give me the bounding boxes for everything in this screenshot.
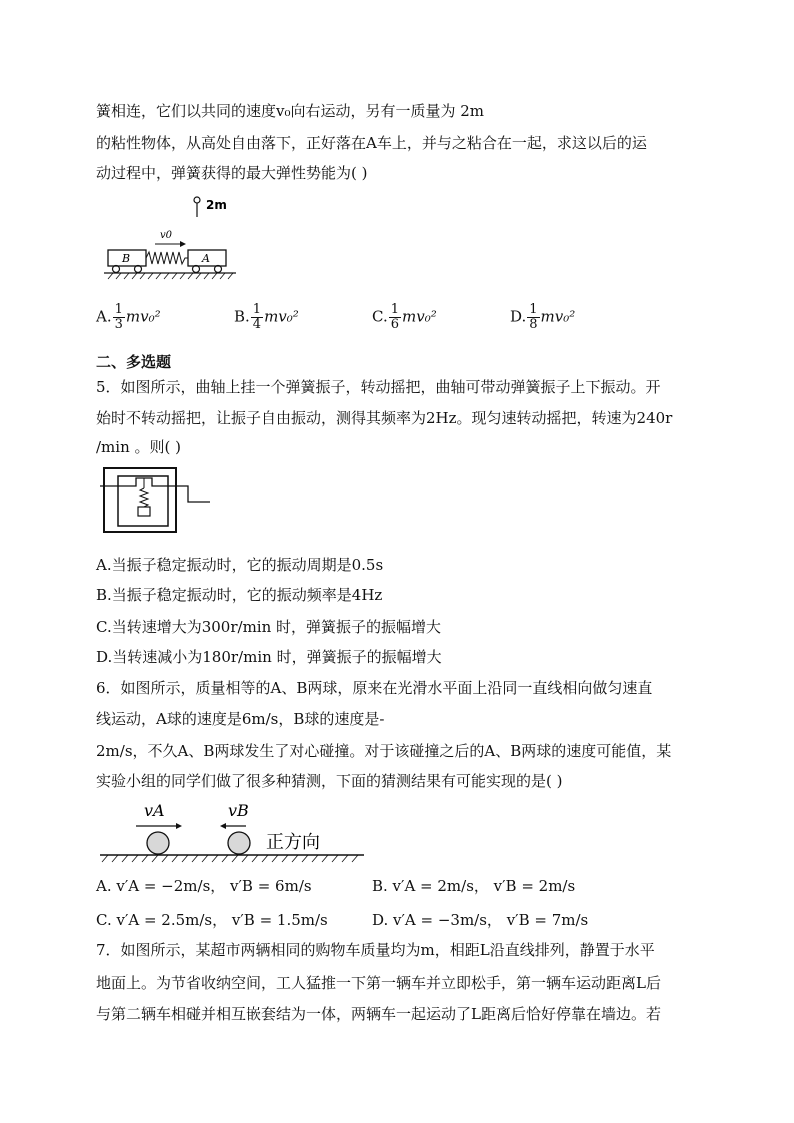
mass-label: 2m	[206, 198, 227, 212]
cart-a-label: A	[202, 252, 210, 265]
q4-line-3: 动过程中，弹簧获得的最大弹性势能为( )	[96, 164, 368, 182]
section-heading-multi-choice: 二、多选题	[96, 353, 172, 371]
q6-option-a[interactable]: A. v′A = −2m/s， v′B = 6m/s	[96, 877, 312, 895]
q6-option-c[interactable]: C. v′A = 2.5m/s， v′B = 1.5m/s	[96, 911, 328, 929]
q5-option-a[interactable]: A.当振子稳定振动时，它的振动周期是0.5s	[96, 556, 384, 574]
q4-option-c[interactable]: C. $\frac{1}{6}$ mv₀²	[372, 302, 437, 332]
va-label: vA	[144, 801, 165, 820]
q4-option-d[interactable]: D. $\frac{1}{8}$ mv₀²	[510, 302, 576, 332]
q5-option-b[interactable]: B.当振子稳定振动时，它的振动频率是4Hz	[96, 586, 383, 604]
q6-option-d[interactable]: D. v′A = −3m/s， v′B = 7m/s	[372, 911, 589, 929]
q6-balls-figure	[98, 800, 368, 866]
q7-line-3: 与第二辆车相碰并相互嵌套结为一体，两辆车一起运动了L距离后恰好停靠在墙边。若	[96, 1005, 661, 1023]
q6-line-2: 线运动，A球的速度是6m/s，B球的速度是-	[96, 710, 385, 728]
q5-option-d[interactable]: D.当转速减小为180r/min 时，弹簧振子的振幅增大	[96, 648, 442, 666]
q6-option-b[interactable]: B. v′A = 2m/s， v′B = 2m/s	[372, 877, 576, 895]
q6-line-3: 2m/s，不久A、B两球发生了对心碰撞。对于该碰撞之后的A、B两球的速度可能值，某	[96, 742, 672, 760]
q4-option-b[interactable]: B. $\frac{1}{4}$ mv₀²	[234, 302, 299, 332]
q5-line-2: 始时不转动摇把，让振子自由振动，测得其频率为2Hz。现匀速转动摇把，转速为240r	[96, 409, 673, 427]
vb-label: vB	[228, 801, 249, 820]
q5-line-3: /min 。则( )	[96, 438, 181, 456]
q7-line-1: 7．如图所示，某超市两辆相同的购物车质量均为m，相距L沿直线排列，静置于水平	[96, 941, 655, 959]
q6-line-4: 实验小组的同学们做了很多种猜测，下面的猜测结果有可能实现的是( )	[96, 772, 563, 790]
velocity-label: v0	[160, 230, 173, 241]
q6-line-1: 6．如图所示，质量相等的A、B两球，原来在光滑水平面上沿同一直线相向做匀速直	[96, 679, 653, 697]
q4-carts-figure	[100, 195, 240, 285]
q4-line-2: 的粘性物体，从高处自由落下，正好落在A车上，并与之粘合在一起，求这以后的运	[96, 134, 647, 152]
q7-line-2: 地面上。为节省收纳空间，工人猛推一下第一辆车并立即松手，第一辆车运动距离L后	[96, 974, 661, 992]
q5-option-c[interactable]: C.当转速增大为300r/min 时，弹簧振子的振幅增大	[96, 618, 442, 636]
positive-direction-label: 正方向	[266, 832, 320, 853]
q4-option-a[interactable]: A. $\frac{1}{3}$ mv₀²	[96, 302, 161, 332]
q5-crank-figure	[100, 466, 220, 536]
q4-line-1: 簧相连，它们以共同的速度v₀向右运动，另有一质量为 2m	[96, 102, 485, 120]
q5-line-1: 5．如图所示，曲轴上挂一个弹簧振子，转动摇把，曲轴可带动弹簧振子上下振动。开	[96, 378, 661, 396]
cart-b-label: B	[122, 252, 131, 265]
